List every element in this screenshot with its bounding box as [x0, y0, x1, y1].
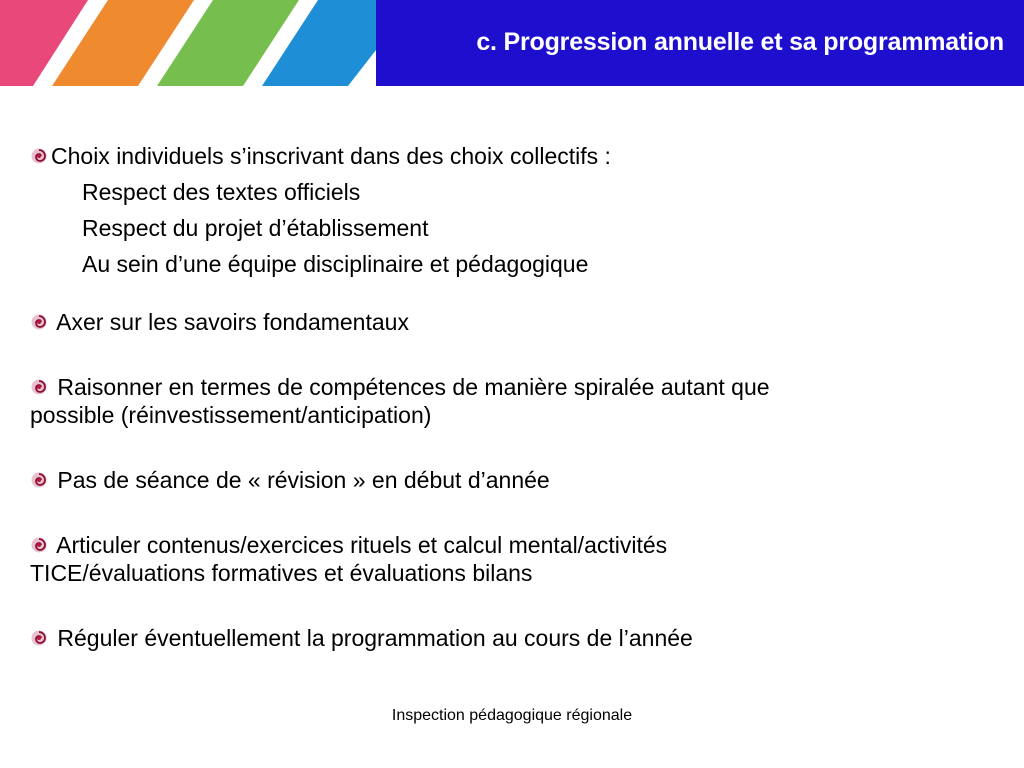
bullet-text: Articuler contenus/exercices rituels et calcul mental/activités [51, 532, 668, 558]
bullet-line [30, 373, 990, 401]
spiral-flower-icon [30, 147, 48, 165]
bullet-line [30, 531, 990, 559]
bullet-text: Pas de séance de « révision » en début d’année [51, 467, 550, 493]
bullet-continuation: TICE/évaluations formatives et évaluations bilans [30, 560, 533, 586]
slide-content [30, 138, 990, 652]
sub-item: Respect des textes officiels [82, 179, 361, 205]
bullet-line [30, 308, 990, 336]
bullet-text: Réguler éventuellement la programmation au cours de l’année [51, 625, 693, 651]
slide-title: c. Progression annuelle et sa programmation [476, 28, 1004, 56]
bullet-line [30, 466, 990, 494]
spiral-flower-icon [30, 313, 48, 331]
sub-item: Respect du projet d’établissement [82, 215, 429, 241]
bullet-item [30, 373, 990, 429]
bullet-item [30, 308, 990, 336]
bullet-item [30, 138, 990, 282]
bullet-item [30, 531, 990, 587]
bullet-text: Axer sur les savoirs fondamentaux [51, 309, 409, 335]
bullet-continuation: possible (réinvestissement/anticipation) [30, 402, 432, 428]
bullet-text: Choix individuels s’inscrivant dans des choix collectifs : [51, 143, 611, 169]
decorative-stripes [0, 0, 376, 86]
bullet-item [30, 624, 990, 652]
bullet-item [30, 466, 990, 494]
title-bar [376, 0, 1024, 86]
spiral-flower-icon [30, 629, 48, 647]
spiral-flower-icon [30, 471, 48, 489]
slide-footer: Inspection pédagogique régionale [391, 707, 633, 724]
bullet-text: Raisonner en termes de compétences de manière spiralée autant que [51, 374, 770, 400]
spiral-flower-icon [30, 536, 48, 554]
spiral-flower-icon [30, 378, 48, 396]
slide-header [0, 0, 1024, 86]
bullet-line [30, 138, 990, 174]
bullet-line [30, 624, 990, 652]
stripes-graphic [0, 0, 376, 86]
sub-item: Au sein d’une équipe disciplinaire et pédagogique [82, 251, 589, 277]
